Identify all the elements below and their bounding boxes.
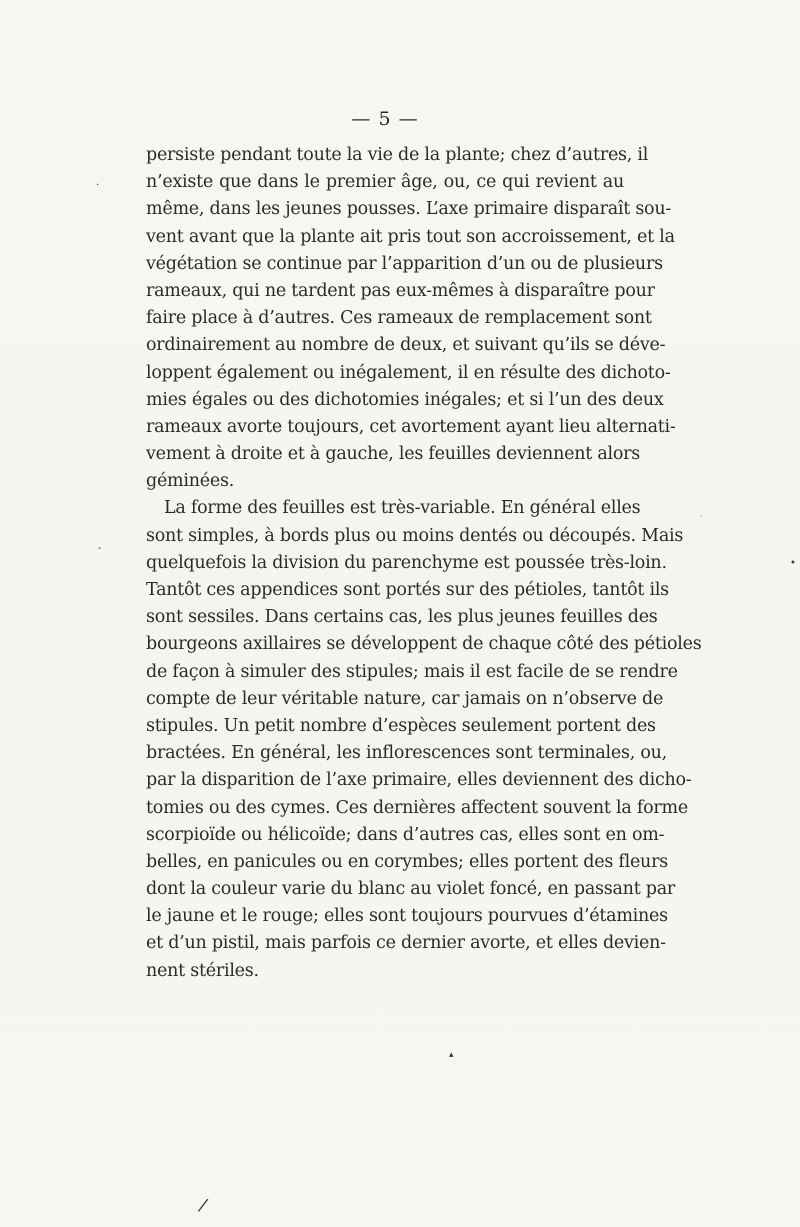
text-line: sont simples, à bords plus ou moins dentés ou découpés. Mais	[146, 525, 684, 546]
text-line: stipules. Un petit nombre d’espèces seulement portent des	[146, 715, 656, 736]
text-line: faire place à d’autres. Ces rameaux de remplacement sont	[146, 308, 652, 329]
text-line: loppent également ou inégalement, il en résulte des dichoto-	[146, 362, 671, 383]
text-line: dont la couleur varie du blanc au violet foncé, en passant par	[146, 879, 676, 900]
scan-speck: ·	[700, 512, 703, 521]
text-line: rameaux avorte toujours, cet avortement ayant lieu alternati-	[146, 416, 676, 437]
scan-stroke: /	[196, 1194, 210, 1217]
scan-speck: -	[98, 543, 102, 554]
paragraph-start-line: La forme des feuilles est très-variable. En général elles	[164, 498, 641, 519]
text-line: compte de leur véritable nature, car jamais on n’observe de	[146, 688, 664, 709]
text-line: le jaune et le rouge; elles sont toujours pourvues d’étamines	[146, 906, 668, 927]
paragraph-end-line: géminées.	[146, 471, 235, 492]
text-line: bourgeons axillaires se développent de chaque côté des pétioles	[146, 634, 702, 655]
text-line: belles, en panicules ou en corymbes; elles portent des fleurs	[146, 851, 668, 872]
scan-speck: ·	[96, 180, 100, 191]
paragraph-end-line: nent stériles.	[146, 960, 259, 981]
scan-speck: •	[790, 558, 796, 569]
text-line: rameaux, qui ne tardent pas eux-mêmes à disparaître pour	[146, 280, 655, 301]
text-line: vent avant que la plante ait pris tout son accroissement, et la	[146, 226, 675, 247]
text-line: quelquefois la division du parenchyme est poussée très-loin.	[146, 552, 667, 573]
page-number: — 5 —	[351, 108, 419, 130]
text-line: sont sessiles. Dans certains cas, les plus jeunes feuilles des	[146, 607, 658, 628]
text-line: tomies ou des cymes. Ces dernières affectent souvent la forme	[146, 797, 688, 818]
body-text	[146, 142, 702, 985]
text-line: n’existe que dans le premier âge, ou, ce qui revient au	[146, 172, 624, 193]
text-line: mies égales ou des dichotomies inégales; et si l’un des deux	[146, 389, 664, 410]
text-line: et d’un pistil, mais parfois ce dernier avorte, et elles devien-	[146, 933, 666, 954]
scan-speck: ▴	[449, 1050, 454, 1060]
text-line: de façon à simuler des stipules; mais il est facile de se rendre	[146, 661, 678, 682]
text-line: bractées. En général, les inflorescences sont terminales, ou,	[146, 743, 667, 764]
text-line: scorpioïde ou hélicoïde; dans d’autres cas, elles sont en om-	[146, 824, 665, 845]
text-line: Tantôt ces appendices sont portés sur des pétioles, tantôt ils	[146, 580, 669, 600]
text-line: ordinairement au nombre de deux, et suivant qu’ils se déve-	[146, 335, 666, 356]
text-line: vement à droite et à gauche, les feuilles deviennent alors	[146, 444, 640, 465]
text-line: persiste pendant toute la vie de la plante; chez d’autres, il	[146, 145, 649, 165]
text-line: même, dans les jeunes pousses. L’axe primaire disparaît sou-	[146, 199, 672, 220]
text-line: végétation se continue par l’apparition d’un ou de plusieurs	[146, 253, 663, 274]
text-line: par la disparition de l’axe primaire, elles deviennent des dicho-	[146, 770, 692, 791]
